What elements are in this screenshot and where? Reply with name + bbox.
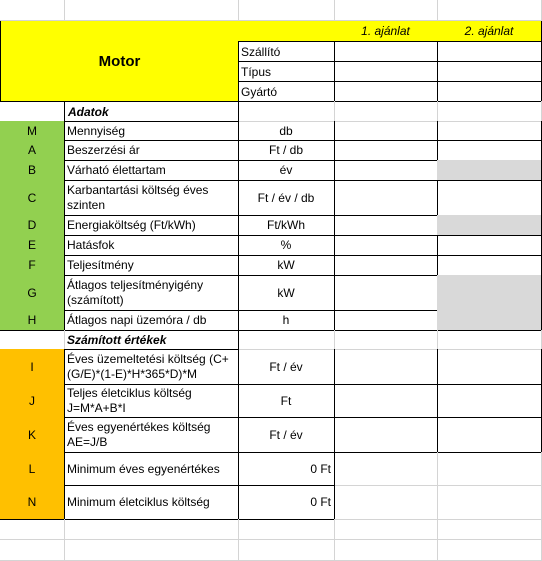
row-f-offer-2[interactable] bbox=[437, 255, 542, 276]
row-label-n: Minimum életciklus költség bbox=[64, 485, 239, 520]
supplier-offer-2[interactable] bbox=[437, 41, 542, 62]
row-label-h: Átlagos napi üzemóra / db bbox=[64, 310, 239, 331]
section-calc-d bbox=[334, 330, 438, 350]
section-calc-e bbox=[437, 330, 542, 350]
row-e-offer-2[interactable] bbox=[437, 235, 542, 256]
row-unit-h: h bbox=[238, 310, 335, 331]
row-code-l: L bbox=[0, 452, 65, 486]
empty-cell[interactable] bbox=[334, 539, 438, 561]
row-h-offer-1[interactable] bbox=[334, 310, 438, 331]
row-unit-k: Ft / év bbox=[238, 417, 335, 453]
row-n-empty-e bbox=[437, 485, 542, 520]
row-f-offer-1[interactable] bbox=[334, 255, 438, 276]
empty-cell[interactable] bbox=[437, 519, 542, 540]
section-data-d bbox=[334, 101, 438, 122]
row-label-m: Mennyiség bbox=[64, 121, 239, 141]
row-label-d: Energiaköltség (Ft/kWh) bbox=[64, 215, 239, 236]
row-i-offer-2[interactable] bbox=[437, 349, 542, 385]
row-label-f: Teljesítmény bbox=[64, 255, 239, 276]
row-label-c: Karbantartási költség éves szinten bbox=[64, 180, 239, 216]
row-m-offer-2[interactable] bbox=[437, 121, 542, 141]
row-code-k: K bbox=[0, 417, 65, 453]
section-data-heading: Adatok bbox=[64, 101, 239, 122]
row-label-l: Minimum éves egyenértékes bbox=[64, 452, 239, 486]
row-unit-b: év bbox=[238, 160, 335, 181]
row-g-offer-2-disabled bbox=[437, 275, 542, 311]
row-n-empty-d bbox=[334, 485, 438, 520]
row-label-j: Teljes életciklus költség J=M*A+B*I bbox=[64, 384, 239, 418]
manufacturer-offer-2[interactable] bbox=[437, 81, 542, 102]
row-label-k: Éves egyenértékes költség AE=J/B bbox=[64, 417, 239, 453]
section-data-e bbox=[437, 101, 542, 122]
row-code-e: E bbox=[0, 235, 65, 256]
row-code-d: D bbox=[0, 215, 65, 236]
manufacturer-label: Gyártó bbox=[238, 81, 335, 102]
row-g-offer-1[interactable] bbox=[334, 275, 438, 311]
empty-cell[interactable] bbox=[0, 0, 65, 21]
row-unit-g: kW bbox=[238, 275, 335, 311]
header-supplier-top-cell[interactable] bbox=[238, 20, 335, 42]
empty-cell[interactable] bbox=[64, 0, 239, 21]
row-h-offer-2-disabled bbox=[437, 310, 542, 331]
type-label: Típus bbox=[238, 61, 335, 82]
row-unit-j: Ft bbox=[238, 384, 335, 418]
row-l-empty-d bbox=[334, 452, 438, 486]
row-unit-c: Ft / év / db bbox=[238, 180, 335, 216]
section-data-c bbox=[238, 101, 335, 122]
type-offer-2[interactable] bbox=[437, 61, 542, 82]
empty-cell[interactable] bbox=[334, 519, 438, 540]
row-code-h: H bbox=[0, 310, 65, 331]
row-code-b: B bbox=[0, 160, 65, 181]
section-data-code-cell bbox=[0, 101, 65, 122]
empty-cell[interactable] bbox=[0, 519, 65, 540]
row-m-offer-1[interactable] bbox=[334, 121, 438, 141]
row-unit-a: Ft / db bbox=[238, 140, 335, 161]
row-unit-e: % bbox=[238, 235, 335, 256]
row-code-f: F bbox=[0, 255, 65, 276]
supplier-offer-1[interactable] bbox=[334, 41, 438, 62]
type-offer-1[interactable] bbox=[334, 61, 438, 82]
empty-cell[interactable] bbox=[238, 0, 335, 21]
row-label-b: Várható élettartam bbox=[64, 160, 239, 181]
offer-2-header[interactable] bbox=[437, 20, 542, 42]
row-c-offer-1[interactable] bbox=[334, 180, 438, 216]
section-calc-code-cell bbox=[0, 330, 65, 350]
row-b-offer-2-disabled bbox=[437, 160, 542, 181]
row-code-m: M bbox=[0, 121, 65, 141]
row-b-offer-1[interactable] bbox=[334, 160, 438, 181]
section-calc-heading: Számított értékek bbox=[64, 330, 239, 350]
row-code-j: J bbox=[0, 384, 65, 418]
row-j-offer-2[interactable] bbox=[437, 384, 542, 418]
row-code-i: I bbox=[0, 349, 65, 385]
row-label-a: Beszerzési ár bbox=[64, 140, 239, 161]
row-unit-i: Ft / év bbox=[238, 349, 335, 385]
row-j-offer-1[interactable] bbox=[334, 384, 438, 418]
row-unit-m: db bbox=[238, 121, 335, 141]
row-e-offer-1[interactable] bbox=[334, 235, 438, 256]
page-title: Motor bbox=[98, 52, 141, 70]
row-code-a: A bbox=[0, 140, 65, 161]
supplier-label: Szállító bbox=[238, 41, 335, 62]
row-code-n: N bbox=[0, 485, 65, 520]
row-code-c: C bbox=[0, 180, 65, 216]
empty-cell[interactable] bbox=[437, 0, 542, 21]
empty-cell[interactable] bbox=[0, 539, 65, 561]
offer-1-label: 1. ajánlat bbox=[361, 24, 410, 38]
row-value-n: 0 Ft bbox=[238, 485, 335, 520]
row-k-offer-2[interactable] bbox=[437, 417, 542, 453]
empty-cell[interactable] bbox=[334, 0, 438, 21]
row-label-g: Átlagos teljesítményigény (számított) bbox=[64, 275, 239, 311]
empty-cell[interactable] bbox=[64, 539, 239, 561]
row-a-offer-1[interactable] bbox=[334, 140, 438, 161]
offer-2-label: 2. ajánlat bbox=[464, 24, 514, 38]
row-i-offer-1[interactable] bbox=[334, 349, 438, 385]
row-c-offer-2[interactable] bbox=[437, 180, 542, 216]
row-k-offer-1[interactable] bbox=[334, 417, 438, 453]
row-d-offer-1[interactable] bbox=[334, 215, 438, 236]
row-l-empty-e bbox=[437, 452, 542, 486]
row-label-i: Éves üzemeltetési költség (C+(G/E)*(1-E)*H*365*D)*M bbox=[64, 349, 239, 385]
row-d-offer-2-disabled bbox=[437, 215, 542, 236]
row-value-l: 0 Ft bbox=[238, 452, 335, 486]
section-calc-c bbox=[238, 330, 335, 350]
row-unit-d: Ft/kWh bbox=[238, 215, 335, 236]
empty-cell[interactable] bbox=[437, 539, 542, 561]
row-a-offer-2[interactable] bbox=[437, 140, 542, 161]
row-unit-f: kW bbox=[238, 255, 335, 276]
empty-cell[interactable] bbox=[238, 519, 335, 540]
row-code-g: G bbox=[0, 275, 65, 311]
offer-1-header[interactable] bbox=[334, 20, 438, 42]
row-label-e: Hatásfok bbox=[64, 235, 239, 256]
motor-title-cell bbox=[0, 20, 239, 102]
manufacturer-offer-1[interactable] bbox=[334, 81, 438, 102]
empty-cell[interactable] bbox=[238, 539, 335, 561]
empty-cell[interactable] bbox=[64, 519, 239, 540]
